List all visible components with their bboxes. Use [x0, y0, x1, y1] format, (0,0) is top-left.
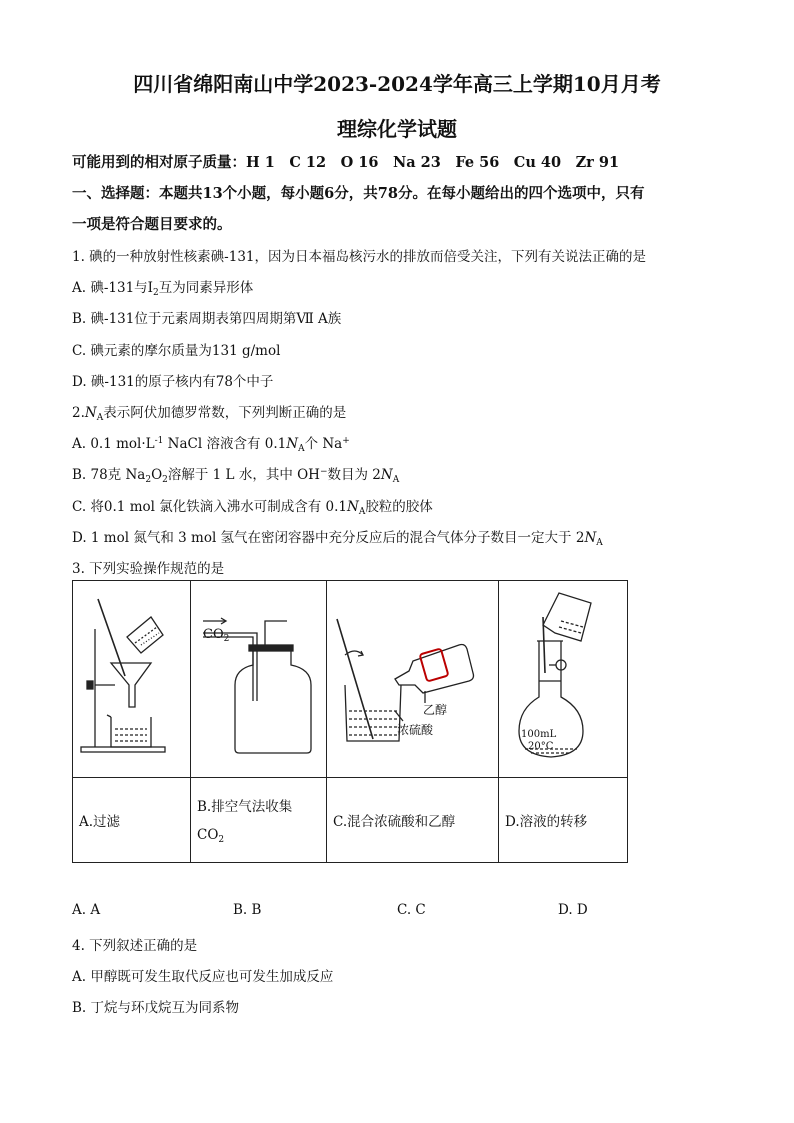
- flask-temp-label: 20°C: [528, 741, 554, 752]
- figure-solution-transfer: [499, 581, 628, 778]
- figure-filtration: [73, 581, 191, 778]
- caption-a: A.过滤: [73, 778, 191, 863]
- page-title: 四川省绵阳南山中学2023-2024学年高三上学期10月月考: [133, 72, 661, 96]
- q2-option-b: B. 78克 $Na_2O_2$溶解于 1 L 水，其中 OH−数目为 $2N_A$: [72, 467, 400, 485]
- sulfuric-acid-label: 浓硫酸: [397, 723, 434, 737]
- flask-volume-label: 100mL: [521, 729, 557, 740]
- q1-stem: 1. 碘的一种放射性核素碘-131，因为日本福岛核污水的排放而倍受关注，下列有关说法正确的是: [72, 249, 646, 265]
- ethanol-label: 乙醇: [423, 703, 448, 717]
- q3-option-d: D. D: [558, 902, 588, 918]
- figure-mixing-acid: [327, 581, 499, 778]
- q2-option-c: C. 将0.1 mol 氯化铁滴入沸水可制成含有 $0.1N_A$胶粒的胶体: [72, 499, 433, 517]
- q1-option-b: B. 碘-131位于元素周期表第四周期第Ⅶ A族: [72, 311, 342, 327]
- co2-label: $CO_2$: [203, 627, 230, 644]
- q3-option-b: B. B: [233, 902, 262, 918]
- caption-c: C.混合浓硫酸和乙醇: [327, 778, 499, 863]
- experiment-table: [72, 580, 628, 863]
- atomic-masses: 可能用到的相对原子质量：H 1 C 12 O 16 Na 23 Fe 56 Cu 40 Zr 91: [72, 154, 620, 171]
- q2-option-a: A. 0.1 $mol\cdot L^{-1}$ NaCl 溶液含有 $0.1N_A$个 Na+: [72, 436, 350, 454]
- q2-stem: $2.N_A$表示阿伏加德罗常数，下列判断正确的是: [72, 405, 347, 423]
- q4-stem: 4. 下列叙述正确的是: [72, 938, 198, 954]
- q2-option-d: D. 1 mol 氮气和 3 mol 氢气在密闭容器中充分反应后的混合气体分子数目一定大于 $2N_A$: [72, 530, 603, 548]
- q3-stem: 3. 下列实验操作规范的是: [72, 561, 225, 577]
- page-subtitle: 理综化学试题: [337, 117, 457, 141]
- q3-option-c: C. C: [397, 902, 426, 918]
- section-instructions-1: 一、选择题：本题共13个小题，每小题6分，共78分。在每小题给出的四个选项中，只有: [72, 185, 645, 202]
- caption-d: D.溶液的转移: [499, 778, 628, 863]
- section-instructions-2: 一项是符合题目要求的。: [72, 216, 232, 233]
- caption-b: B.排空气法收集 $CO_2$: [191, 778, 327, 863]
- q1-option-d: D. 碘-131的原子核内有78个中子: [72, 374, 274, 390]
- q1-option-a: A. 碘-131与$I_2$互为同素异形体: [72, 280, 254, 298]
- q4-option-b: B. 丁烷与环戊烷互为同系物: [72, 1000, 240, 1016]
- q1-option-c: C. 碘元素的摩尔质量为131 g/mol: [72, 343, 281, 359]
- figure-gas-collection: [191, 581, 327, 778]
- q4-option-a: A. 甲醇既可发生取代反应也可发生加成反应: [72, 969, 334, 985]
- q3-option-a: A. A: [72, 902, 101, 918]
